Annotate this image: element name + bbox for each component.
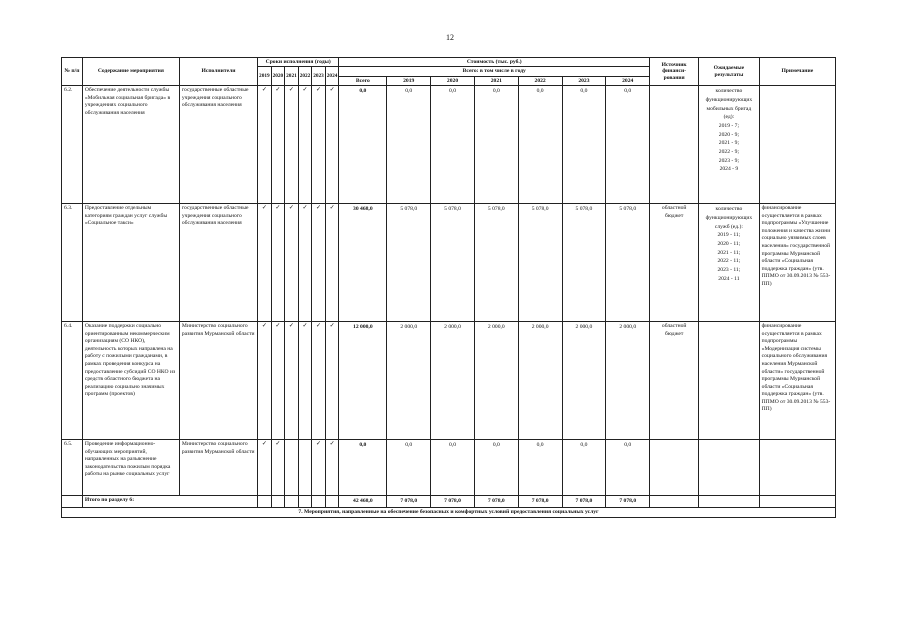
expected-line: 2021 - 11; [717, 249, 741, 256]
expected-line: количество функционирующих мобильных бригад [705, 88, 753, 112]
header-total: Всего [339, 76, 387, 85]
header-terms: Сроки исполнения (годы) [258, 58, 339, 67]
row-expected [699, 322, 759, 440]
header-expected: Ожидаемые результаты [699, 58, 759, 86]
header-cost-year: 2023 [562, 76, 606, 85]
row-source [650, 440, 699, 496]
row-cost: 0,0 [562, 86, 606, 204]
row-cost: 5 078,0 [562, 204, 606, 322]
check-mark: ✓ [258, 322, 272, 440]
header-executors: Исполнители [179, 58, 257, 86]
row-cost: 0,0 [387, 440, 431, 496]
row-cost: 0,0 [431, 440, 475, 496]
table-row [62, 204, 836, 322]
row-executors: Министерство социального развития Мурманской области [179, 322, 257, 440]
header-term-year: 2021 [285, 67, 299, 86]
check-mark: ✓ [325, 322, 339, 440]
check-mark: ✓ [258, 86, 272, 204]
row-cost: 0,0 [606, 86, 650, 204]
total-cost: 7 078,0 [562, 496, 606, 508]
row-source: областной бюджет [650, 204, 699, 322]
expected-line: 2021 - 9; [718, 140, 739, 147]
header-term-year: 2019 [258, 67, 272, 86]
row-content: Проведение информационно-обучающих мероприятий, направленных на разъяснение законодательства пожилым порядка работы на рынке социальных услуг [82, 440, 179, 496]
expected-line: 2022 - 9; [718, 148, 739, 155]
check-mark: ✓ [312, 322, 326, 440]
check-mark: ✓ [312, 204, 326, 322]
check-mark: ✓ [258, 204, 272, 322]
row-num: 6.4. [62, 322, 83, 440]
row-note: финансирование осуществляется в рамках подпрограммы «Модернизация системы социального обслуживания населения Мурманской области» государственной программы Мурманской области «Социальная поддержка граждан» (утв. ППМО от 30.09.2013 № 553-ПП) [759, 322, 835, 440]
total-cost: 7 078,0 [474, 496, 518, 508]
row-cost: 2 000,0 [474, 322, 518, 440]
header-term-year: 2023 [312, 67, 326, 86]
header-term-year: 2020 [271, 67, 285, 86]
row-cost: 2 000,0 [606, 322, 650, 440]
row-cost: 2 000,0 [387, 322, 431, 440]
header-content: Содержание мероприятия [82, 58, 179, 86]
row-total: 30 468,0 [339, 204, 387, 322]
row-executors: государственные областные учреждения социального обслуживания населения [179, 204, 257, 322]
check-mark: ✓ [285, 86, 299, 204]
row-content: Предоставление отдельным категориям граждан услуг службы «Социальное такси» [82, 204, 179, 322]
header-cost-year: 2022 [518, 76, 562, 85]
total-cost: 7 078,0 [431, 496, 475, 508]
total-cost: 7 078,0 [518, 496, 562, 508]
section-7-heading: 7. Мероприятия, направленные на обеспечение безопасных и комфортных условий предоставления социальных услуг [62, 507, 836, 518]
check-mark: ✓ [298, 86, 312, 204]
row-cost: 0,0 [387, 86, 431, 204]
expected-line: 2019 - 11; [717, 232, 741, 239]
row-total: 0,0 [339, 86, 387, 204]
row-cost: 0,0 [518, 86, 562, 204]
row-content: Оказание поддержки социально ориентированным некоммерческим организациям (СО НКО), деятельность которых направлена на работу с пожилыми гражданами, в рамках проведения конкурса на предоставление субсидий СО НКО из средств областного бюджета на реализацию социально значимых программ (проектов) [82, 322, 179, 440]
expected-line: 2023 - 9; [718, 157, 739, 164]
expected-line: количество функционирующих служб (ед.): [705, 206, 753, 230]
check-mark [285, 440, 299, 496]
row-cost: 5 078,0 [387, 204, 431, 322]
check-mark: ✓ [325, 440, 339, 496]
header-num: № п/п [62, 58, 83, 86]
total-cost: 7 078,0 [387, 496, 431, 508]
row-expected [699, 86, 759, 204]
row-content: Обеспечение деятельности службы «Мобильная социальная бригада» в учреждениях социального обслуживания населения [82, 86, 179, 204]
row-num: 6.3. [62, 204, 83, 322]
row-executors: Министерство социального развития Мурманской области [179, 440, 257, 496]
header-cost-year: 2020 [431, 76, 475, 85]
header-term-year: 2022 [298, 67, 312, 86]
expected-line: (ед): [723, 114, 735, 121]
expected-line: 2024 - 11 [718, 275, 740, 282]
check-mark: ✓ [271, 440, 285, 496]
table-row [62, 440, 836, 496]
expected-line: 2022 - 11; [717, 258, 741, 265]
page-number: 12 [446, 33, 454, 42]
section-row [62, 507, 836, 518]
row-cost: 0,0 [474, 440, 518, 496]
expected-line: 2020 - 9; [718, 131, 739, 138]
row-num: 6.2. [62, 86, 83, 204]
check-mark: ✓ [298, 322, 312, 440]
check-mark: ✓ [312, 86, 326, 204]
measures-table [61, 57, 836, 518]
row-note: финансирование осуществляется в рамках подпрограммы «Улучшение положения и качества жизни социально уязвимых слоев населения» государственной программы Мурманской области «Социальная поддержка граждан» (утв. ППМО от 30.09.2013 № 553-ПП) [759, 204, 835, 322]
row-note [759, 86, 835, 204]
check-mark: ✓ [325, 204, 339, 322]
row-cost: 0,0 [474, 86, 518, 204]
row-cost: 0,0 [562, 440, 606, 496]
row-num: 6.5. [62, 440, 83, 496]
expected-line: 2019 - 7; [718, 122, 739, 129]
row-cost: 0,0 [518, 440, 562, 496]
row-cost: 5 078,0 [431, 204, 475, 322]
header-source: Источник финанси-рования [650, 58, 699, 86]
row-cost: 5 078,0 [518, 204, 562, 322]
row-total: 0,0 [339, 440, 387, 496]
expected-line: 2024 - 9 [719, 166, 739, 173]
row-cost: 2 000,0 [518, 322, 562, 440]
header-cost: Стоимость (тыс. руб.) [339, 58, 650, 67]
check-mark [298, 440, 312, 496]
check-mark: ✓ [271, 86, 285, 204]
total-sum: 42 468,0 [339, 496, 387, 508]
row-total: 12 000,0 [339, 322, 387, 440]
check-mark: ✓ [271, 204, 285, 322]
expected-line: 2020 - 11; [717, 240, 741, 247]
header-cost-year: 2024 [606, 76, 650, 85]
row-expected [699, 204, 759, 322]
check-mark: ✓ [312, 440, 326, 496]
header-cost-year: 2019 [387, 76, 431, 85]
row-executors: государственные областные учреждения социального обслуживания населения [179, 86, 257, 204]
row-cost: 5 078,0 [474, 204, 518, 322]
check-mark: ✓ [258, 440, 272, 496]
row-expected [699, 440, 759, 496]
row-cost: 5 078,0 [606, 204, 650, 322]
check-mark: ✓ [325, 86, 339, 204]
total-cost: 7 078,0 [606, 496, 650, 508]
header-cost-year: 2021 [474, 76, 518, 85]
check-mark: ✓ [271, 322, 285, 440]
check-mark: ✓ [285, 204, 299, 322]
header-note: Примечание [759, 58, 835, 86]
row-cost: 2 000,0 [562, 322, 606, 440]
row-cost: 0,0 [431, 86, 475, 204]
row-cost: 2 000,0 [431, 322, 475, 440]
header-term-year: 2024 [325, 67, 339, 86]
row-source: областной бюджет [650, 322, 699, 440]
check-mark: ✓ [298, 204, 312, 322]
total-row [62, 496, 836, 508]
row-source [650, 86, 699, 204]
table-row [62, 322, 836, 440]
row-cost: 0,0 [606, 440, 650, 496]
table-row [62, 86, 836, 204]
header-cost-sub: Всего: в том числе в году [339, 67, 650, 76]
row-note [759, 440, 835, 496]
total-label: Итого по разделу 6: [82, 496, 257, 508]
expected-line: 2023 - 11; [717, 266, 741, 273]
check-mark: ✓ [285, 322, 299, 440]
